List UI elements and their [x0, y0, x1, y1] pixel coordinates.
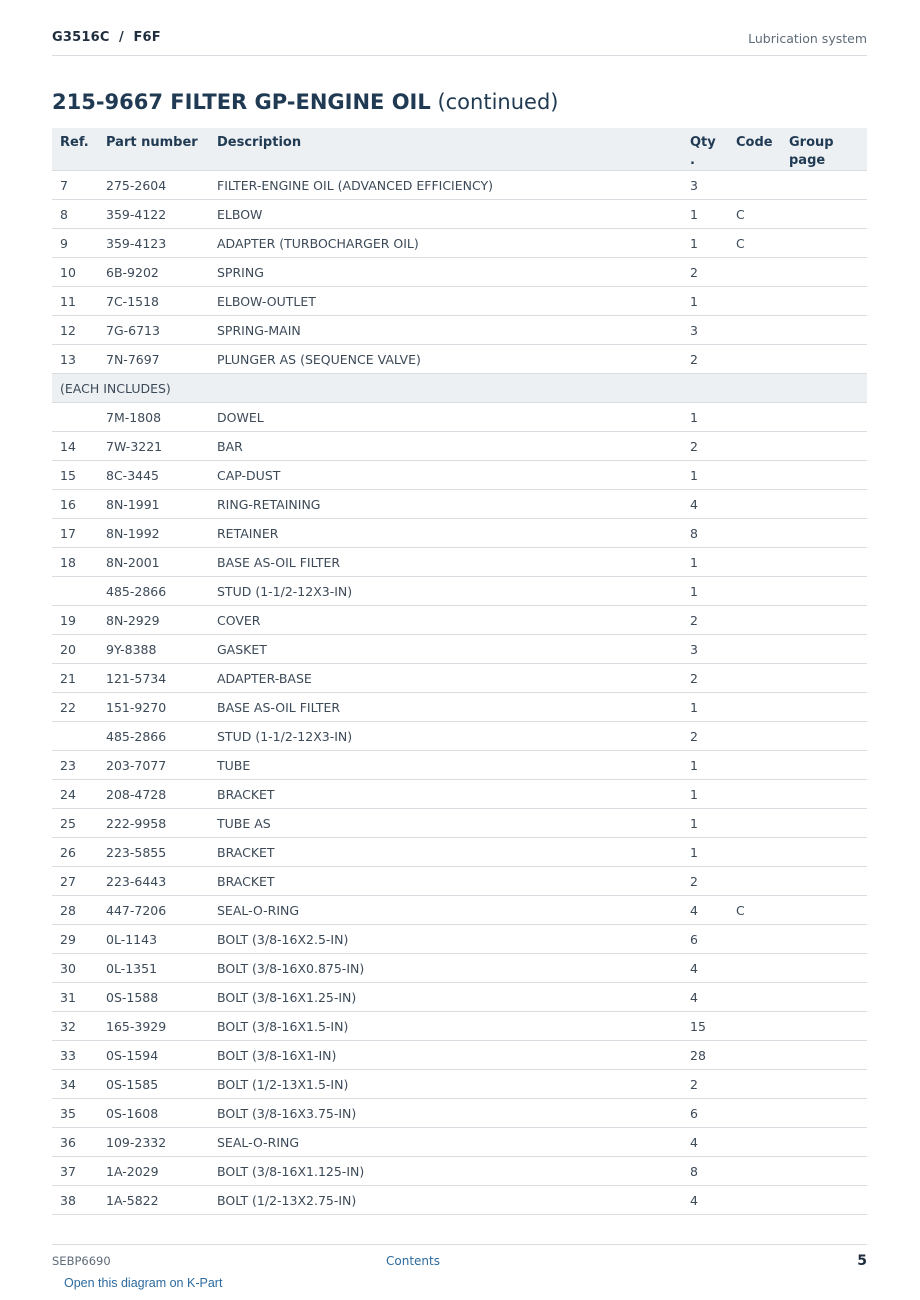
cell-description: BOLT (3/8-16X3.75-IN)	[209, 1099, 682, 1128]
table-row	[52, 1012, 867, 1041]
cell-ref: 7	[52, 171, 98, 200]
cell-group-page	[781, 838, 867, 867]
cell-group-page	[781, 171, 867, 200]
cell-description: RETAINER	[209, 519, 682, 548]
table-row	[52, 403, 867, 432]
cell-description: TUBE AS	[209, 809, 682, 838]
cell-group-page	[781, 722, 867, 751]
cell-qty: 8	[682, 1157, 728, 1186]
cell-ref: 25	[52, 809, 98, 838]
cell-code	[728, 403, 781, 432]
cell-part-number: 8C-3445	[98, 461, 209, 490]
cell-description: SPRING	[209, 258, 682, 287]
cell-part-number: 275-2604	[98, 171, 209, 200]
cell-group-page	[781, 780, 867, 809]
cell-group-page	[781, 432, 867, 461]
cell-description: BRACKET	[209, 780, 682, 809]
cell-part-number: 7M-1808	[98, 403, 209, 432]
title-suffix: (continued)	[437, 90, 559, 114]
table-row	[52, 751, 867, 780]
cell-group-page	[781, 1012, 867, 1041]
cell-description: ELBOW	[209, 200, 682, 229]
cell-part-number: 359-4122	[98, 200, 209, 229]
section-label: Lubrication system	[748, 31, 867, 46]
cell-group-page	[781, 1099, 867, 1128]
table-row	[52, 1070, 867, 1099]
cell-ref: 15	[52, 461, 98, 490]
cell-group-page	[781, 1041, 867, 1070]
cell-description: RING-RETAINING	[209, 490, 682, 519]
cell-ref: 32	[52, 1012, 98, 1041]
cell-code	[728, 1070, 781, 1099]
cell-group-page	[781, 664, 867, 693]
cell-group-page	[781, 1186, 867, 1215]
cell-group-page	[781, 200, 867, 229]
cell-qty: 4	[682, 490, 728, 519]
cell-group-page	[781, 954, 867, 983]
cell-part-number: 0S-1585	[98, 1070, 209, 1099]
cell-part-number: 203-7077	[98, 751, 209, 780]
cell-description: ELBOW-OUTLET	[209, 287, 682, 316]
table-row	[52, 577, 867, 606]
column-header-ref: Ref.	[52, 128, 98, 171]
cell-qty: 4	[682, 983, 728, 1012]
table-row	[52, 693, 867, 722]
page-title	[52, 90, 558, 114]
cell-description: SEAL-O-RING	[209, 896, 682, 925]
cell-group-page	[781, 1157, 867, 1186]
table-row	[52, 548, 867, 577]
cell-qty: 2	[682, 345, 728, 374]
cell-qty: 2	[682, 432, 728, 461]
cell-group-page	[781, 896, 867, 925]
column-header-qty: Qty .	[682, 128, 728, 171]
cell-code	[728, 548, 781, 577]
cell-group-page	[781, 490, 867, 519]
cell-code: C	[728, 229, 781, 258]
cell-qty: 1	[682, 548, 728, 577]
table-row	[52, 780, 867, 809]
group-row	[52, 374, 867, 403]
cell-part-number: 0S-1594	[98, 1041, 209, 1070]
cell-description: BOLT (3/8-16X0.875-IN)	[209, 954, 682, 983]
cell-description: CAP-DUST	[209, 461, 682, 490]
table-row	[52, 229, 867, 258]
cell-description: STUD (1-1/2-12X3-IN)	[209, 577, 682, 606]
cell-ref: 38	[52, 1186, 98, 1215]
document-id: SEBP6690	[52, 1254, 111, 1268]
cell-code	[728, 780, 781, 809]
contents-link[interactable]: Contents	[386, 1254, 440, 1268]
column-header-group-page: Group page	[781, 128, 867, 171]
cell-part-number: 0L-1143	[98, 925, 209, 954]
cell-part-number: 7W-3221	[98, 432, 209, 461]
cell-ref: 21	[52, 664, 98, 693]
cell-group-page	[781, 751, 867, 780]
cell-description: DOWEL	[209, 403, 682, 432]
table-row	[52, 896, 867, 925]
model-label: G3516C / F6F	[52, 30, 161, 45]
parts-table-body	[52, 171, 867, 1215]
cell-qty: 1	[682, 693, 728, 722]
cell-ref: 19	[52, 606, 98, 635]
cell-ref: 24	[52, 780, 98, 809]
cell-group-page	[781, 1070, 867, 1099]
cell-qty: 1	[682, 461, 728, 490]
cell-description: BRACKET	[209, 867, 682, 896]
table-row	[52, 925, 867, 954]
table-row	[52, 519, 867, 548]
cell-code	[728, 461, 781, 490]
cell-group-page	[781, 548, 867, 577]
cell-part-number: 1A-2029	[98, 1157, 209, 1186]
cell-part-number: 7G-6713	[98, 316, 209, 345]
cell-part-number: 1A-5822	[98, 1186, 209, 1215]
cell-code	[728, 345, 781, 374]
cell-code: C	[728, 896, 781, 925]
cell-qty: 1	[682, 809, 728, 838]
table-row	[52, 1099, 867, 1128]
cell-description: FILTER-ENGINE OIL (ADVANCED EFFICIENCY)	[209, 171, 682, 200]
cell-group-page	[781, 403, 867, 432]
table-row	[52, 954, 867, 983]
cell-part-number: 485-2866	[98, 577, 209, 606]
cell-part-number: 9Y-8388	[98, 635, 209, 664]
cell-description: BRACKET	[209, 838, 682, 867]
cell-code	[728, 925, 781, 954]
cell-part-number: 359-4123	[98, 229, 209, 258]
cell-code	[728, 1128, 781, 1157]
cell-code	[728, 577, 781, 606]
cell-code	[728, 1012, 781, 1041]
kpart-link[interactable]: Open this diagram on K-Part	[64, 1276, 223, 1290]
cell-code	[728, 1186, 781, 1215]
cell-group-page	[781, 461, 867, 490]
cell-ref: 37	[52, 1157, 98, 1186]
cell-part-number: 8N-2929	[98, 606, 209, 635]
table-row	[52, 1186, 867, 1215]
cell-ref: 20	[52, 635, 98, 664]
cell-qty: 4	[682, 896, 728, 925]
page-number: 5	[857, 1253, 867, 1269]
cell-description: BOLT (3/8-16X1-IN)	[209, 1041, 682, 1070]
table-row	[52, 1128, 867, 1157]
cell-qty: 1	[682, 200, 728, 229]
cell-qty: 4	[682, 1128, 728, 1157]
cell-ref: 14	[52, 432, 98, 461]
cell-ref: 31	[52, 983, 98, 1012]
table-row	[52, 258, 867, 287]
table-row	[52, 722, 867, 751]
cell-qty: 8	[682, 519, 728, 548]
cell-qty: 1	[682, 751, 728, 780]
cell-group-page	[781, 693, 867, 722]
group-label: (EACH INCLUDES)	[52, 374, 867, 403]
cell-ref: 34	[52, 1070, 98, 1099]
cell-ref: 26	[52, 838, 98, 867]
cell-qty: 4	[682, 954, 728, 983]
cell-qty: 1	[682, 577, 728, 606]
cell-qty: 6	[682, 925, 728, 954]
cell-qty: 15	[682, 1012, 728, 1041]
cell-qty: 2	[682, 606, 728, 635]
cell-part-number: 165-3929	[98, 1012, 209, 1041]
cell-part-number: 121-5734	[98, 664, 209, 693]
column-header-code: Code	[728, 128, 781, 171]
table-row	[52, 461, 867, 490]
cell-qty: 3	[682, 635, 728, 664]
cell-part-number: 208-4728	[98, 780, 209, 809]
cell-code	[728, 809, 781, 838]
cell-part-number: 8N-1991	[98, 490, 209, 519]
cell-ref: 10	[52, 258, 98, 287]
table-row	[52, 490, 867, 519]
cell-description: BOLT (1/2-13X2.75-IN)	[209, 1186, 682, 1215]
cell-part-number: 223-6443	[98, 867, 209, 896]
cell-description: SEAL-O-RING	[209, 1128, 682, 1157]
table-row	[52, 200, 867, 229]
cell-code	[728, 1157, 781, 1186]
cell-code	[728, 432, 781, 461]
cell-description: BAR	[209, 432, 682, 461]
table-row	[52, 664, 867, 693]
cell-ref: 27	[52, 867, 98, 896]
table-row	[52, 1157, 867, 1186]
cell-description: ADAPTER-BASE	[209, 664, 682, 693]
cell-description: COVER	[209, 606, 682, 635]
cell-description: BOLT (3/8-16X1.5-IN)	[209, 1012, 682, 1041]
cell-ref: 29	[52, 925, 98, 954]
cell-group-page	[781, 983, 867, 1012]
cell-code	[728, 664, 781, 693]
cell-group-page	[781, 287, 867, 316]
cell-ref: 11	[52, 287, 98, 316]
page-header	[52, 28, 867, 56]
cell-code	[728, 606, 781, 635]
cell-description: BOLT (3/8-16X1.25-IN)	[209, 983, 682, 1012]
cell-group-page	[781, 345, 867, 374]
table-row	[52, 432, 867, 461]
cell-code	[728, 838, 781, 867]
cell-code	[728, 519, 781, 548]
cell-ref	[52, 403, 98, 432]
cell-description: TUBE	[209, 751, 682, 780]
cell-ref: 17	[52, 519, 98, 548]
cell-description: SPRING-MAIN	[209, 316, 682, 345]
cell-code	[728, 171, 781, 200]
cell-group-page	[781, 577, 867, 606]
table-header-row	[52, 128, 867, 171]
cell-code	[728, 722, 781, 751]
cell-ref: 35	[52, 1099, 98, 1128]
cell-group-page	[781, 867, 867, 896]
cell-ref: 33	[52, 1041, 98, 1070]
cell-ref: 12	[52, 316, 98, 345]
table-row	[52, 983, 867, 1012]
cell-part-number: 0S-1588	[98, 983, 209, 1012]
table-row	[52, 809, 867, 838]
cell-qty: 28	[682, 1041, 728, 1070]
cell-description: PLUNGER AS (SEQUENCE VALVE)	[209, 345, 682, 374]
cell-group-page	[781, 809, 867, 838]
cell-code	[728, 954, 781, 983]
cell-part-number: 7C-1518	[98, 287, 209, 316]
cell-ref: 13	[52, 345, 98, 374]
cell-description: BASE AS-OIL FILTER	[209, 693, 682, 722]
cell-code	[728, 1099, 781, 1128]
cell-description: BOLT (3/8-16X2.5-IN)	[209, 925, 682, 954]
cell-qty: 2	[682, 867, 728, 896]
cell-part-number: 223-5855	[98, 838, 209, 867]
cell-part-number: 7N-7697	[98, 345, 209, 374]
cell-ref: 22	[52, 693, 98, 722]
cell-qty: 3	[682, 171, 728, 200]
cell-qty: 2	[682, 664, 728, 693]
cell-qty: 1	[682, 287, 728, 316]
parts-table	[52, 128, 867, 1215]
cell-qty: 3	[682, 316, 728, 345]
cell-ref: 28	[52, 896, 98, 925]
cell-ref: 30	[52, 954, 98, 983]
cell-ref: 16	[52, 490, 98, 519]
cell-ref: 9	[52, 229, 98, 258]
cell-group-page	[781, 229, 867, 258]
cell-part-number: 6B-9202	[98, 258, 209, 287]
cell-code	[728, 983, 781, 1012]
cell-part-number: 8N-1992	[98, 519, 209, 548]
column-header-part-number: Part number	[98, 128, 209, 171]
cell-ref	[52, 722, 98, 751]
cell-qty: 6	[682, 1099, 728, 1128]
page-footer	[52, 1244, 867, 1275]
cell-group-page	[781, 635, 867, 664]
cell-group-page	[781, 316, 867, 345]
table-row	[52, 838, 867, 867]
table-row	[52, 345, 867, 374]
cell-part-number: 222-9958	[98, 809, 209, 838]
table-row	[52, 316, 867, 345]
cell-code	[728, 1041, 781, 1070]
cell-qty: 2	[682, 258, 728, 287]
table-row	[52, 867, 867, 896]
cell-code	[728, 316, 781, 345]
cell-code	[728, 867, 781, 896]
cell-ref: 36	[52, 1128, 98, 1157]
cell-qty: 2	[682, 1070, 728, 1099]
cell-part-number: 447-7206	[98, 896, 209, 925]
cell-description: BOLT (1/2-13X1.5-IN)	[209, 1070, 682, 1099]
cell-group-page	[781, 258, 867, 287]
cell-qty: 4	[682, 1186, 728, 1215]
cell-code	[728, 258, 781, 287]
cell-group-page	[781, 606, 867, 635]
cell-qty: 1	[682, 780, 728, 809]
cell-description: BOLT (3/8-16X1.125-IN)	[209, 1157, 682, 1186]
cell-qty: 1	[682, 838, 728, 867]
cell-part-number: 0L-1351	[98, 954, 209, 983]
cell-description: BASE AS-OIL FILTER	[209, 548, 682, 577]
table-row	[52, 171, 867, 200]
column-header-description: Description	[209, 128, 682, 171]
cell-group-page	[781, 1128, 867, 1157]
cell-ref: 18	[52, 548, 98, 577]
cell-ref: 23	[52, 751, 98, 780]
cell-description: ADAPTER (TURBOCHARGER OIL)	[209, 229, 682, 258]
table-row	[52, 635, 867, 664]
cell-code	[728, 751, 781, 780]
cell-description: GASKET	[209, 635, 682, 664]
cell-part-number: 109-2332	[98, 1128, 209, 1157]
cell-code	[728, 693, 781, 722]
cell-group-page	[781, 925, 867, 954]
cell-ref: 8	[52, 200, 98, 229]
cell-qty: 2	[682, 722, 728, 751]
table-row	[52, 287, 867, 316]
cell-part-number: 0S-1608	[98, 1099, 209, 1128]
cell-code	[728, 635, 781, 664]
table-row	[52, 1041, 867, 1070]
cell-qty: 1	[682, 403, 728, 432]
cell-part-number: 485-2866	[98, 722, 209, 751]
title-main: 215-9667 FILTER GP-ENGINE OIL	[52, 90, 431, 114]
cell-description: STUD (1-1/2-12X3-IN)	[209, 722, 682, 751]
table-row	[52, 606, 867, 635]
cell-code	[728, 287, 781, 316]
cell-part-number: 151-9270	[98, 693, 209, 722]
cell-group-page	[781, 519, 867, 548]
cell-code	[728, 490, 781, 519]
cell-part-number: 8N-2001	[98, 548, 209, 577]
cell-qty: 1	[682, 229, 728, 258]
cell-code: C	[728, 200, 781, 229]
cell-ref	[52, 577, 98, 606]
